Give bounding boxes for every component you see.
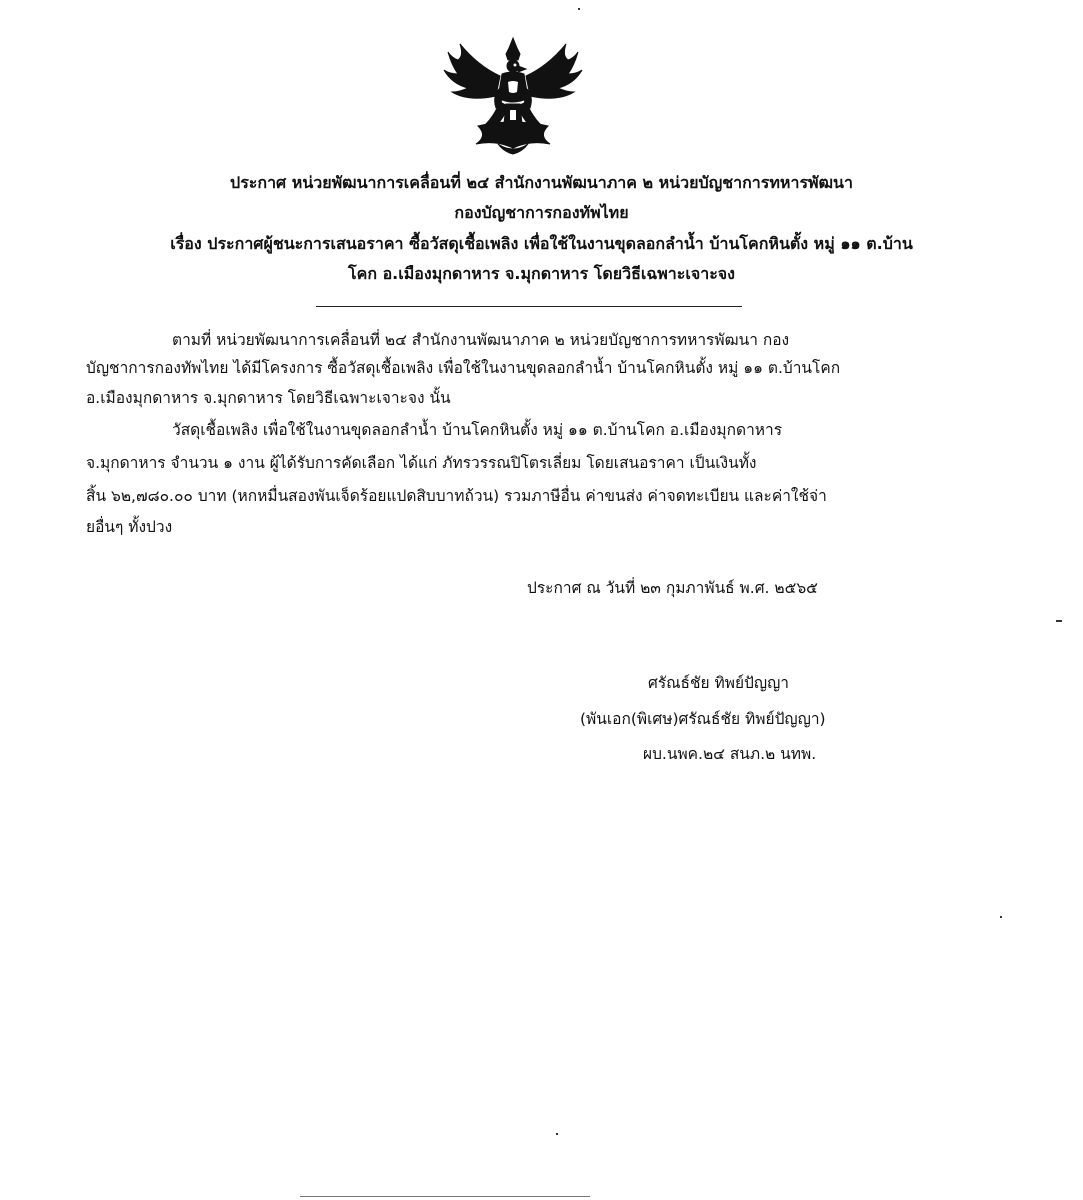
heading-divider bbox=[316, 306, 742, 307]
paragraph-2-line-1: วัสดุเชื้อเพลิง เพื่อใช้ในงานขุดลอกลำน้ำ บ้านโคกหินตั้ง หมู่ ๑๑ ต.บ้านโคก อ.เมืองมุกดาหาร bbox=[172, 421, 783, 439]
paragraph-2-line-3: สิ้น ๖๒,๗๘๐.๐๐ บาท (หกหมื่นสองพันเจ็ดร้อยแปดสิบบาทถ้วน) รวมภาษีอื่น ค่าขนส่ง ค่าจดทะเบียน และค่าใช้จ่า bbox=[86, 487, 827, 505]
paragraph-1-line-1: ตามที่ หน่วยพัฒนาการเคลื่อนที่ ๒๔ สำนักงานพัฒนาภาค ๒ หน่วยบัญชาการทหารพัฒนา กอง bbox=[172, 331, 790, 349]
heading-line-2: กองบัญชาการกองทัพไทย bbox=[454, 203, 629, 222]
heading-line-1: ประกาศ หน่วยพัฒนาการเคลื่อนที่ ๒๔ สำนักงานพัฒนาภาค ๒ หน่วยบัญชาการทหารพัฒนา bbox=[230, 173, 853, 192]
signature-name: ศรัณธ์ชัย ทิพย์ปัญญา bbox=[648, 674, 790, 692]
scan-speck bbox=[1000, 916, 1002, 918]
signatory-full-name: (พันเอก(พิเศษ)ศรัณธ์ชัย ทิพย์ปัญญา) bbox=[580, 710, 826, 728]
paragraph-2-line-4: ยอื่นๆ ทั้งปวง bbox=[86, 518, 173, 536]
scan-edge-line bbox=[300, 1196, 590, 1197]
paragraph-1-line-3: อ.เมืองมุกดาหาร จ.มุกดาหาร โดยวิธีเฉพาะเจาะจง นั้น bbox=[86, 389, 451, 407]
scan-speck bbox=[578, 8, 580, 10]
paragraph-1-line-2: บัญชาการกองทัพไทย ได้มีโครงการ ซื้อวัสดุเชื้อเพลิง เพื่อใช้ในงานขุดลอกลำน้ำ บ้านโคกหินตั้ง หมู่ ๑๑ ต.บ้านโคก bbox=[86, 359, 841, 377]
paragraph-2-line-2: จ.มุกดาหาร จำนวน ๑ งาน ผู้ได้รับการคัดเลือก ได้แก่ ภัทรวรรณปิโตรเลี่ยม โดยเสนอราคา เป็นเงินทั้ง bbox=[86, 454, 757, 472]
scan-speck bbox=[1056, 620, 1062, 622]
scan-speck bbox=[556, 1133, 558, 1135]
announcement-date: ประกาศ ณ วันที่ ๒๓ กุมภาพันธ์ พ.ศ. ๒๕๖๕ bbox=[527, 579, 818, 597]
garuda-emblem bbox=[438, 36, 588, 156]
subject-line-1: เรื่อง ประกาศผู้ชนะการเสนอราคา ซื้อวัสดุเชื้อเพลิง เพื่อใช้ในงานขุดลอกลำน้ำ บ้านโคกหินตั้ง หมู่ ๑๑ ต.บ้าน bbox=[170, 234, 913, 253]
signatory-position: ผบ.นพค.๒๔ สนภ.๒ นทพ. bbox=[643, 745, 817, 763]
subject-line-2: โคก อ.เมืองมุกดาหาร จ.มุกดาหาร โดยวิธีเฉพาะเจาะจง bbox=[348, 264, 735, 283]
